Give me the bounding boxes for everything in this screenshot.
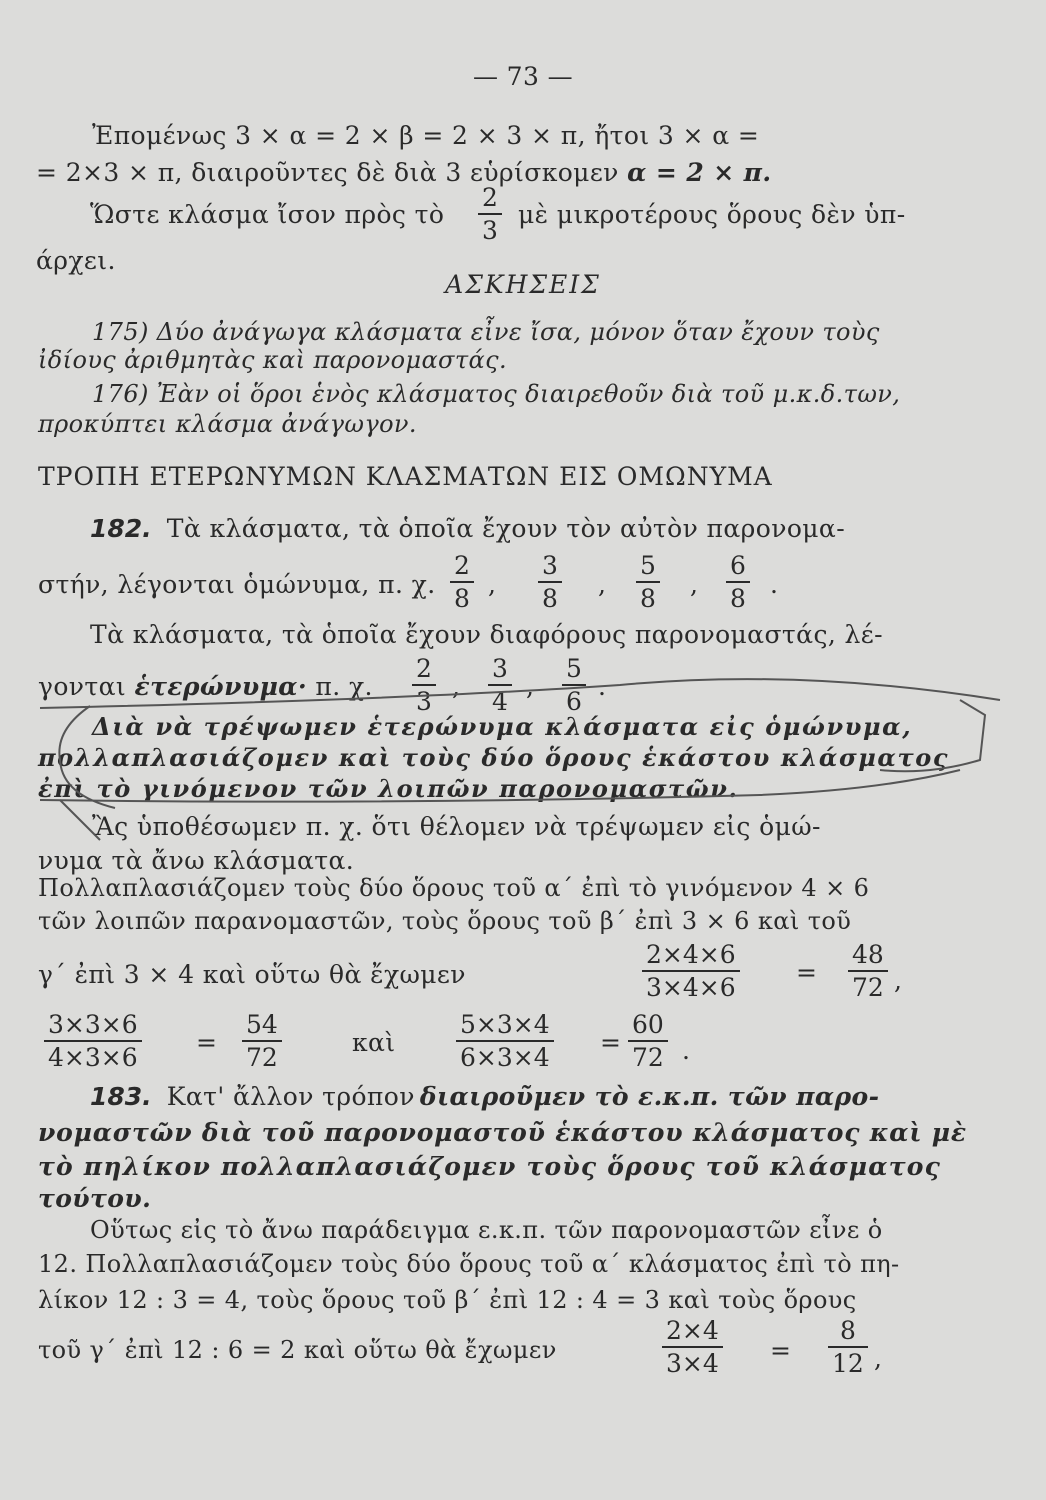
paragraph-183-line-4: τούτου. <box>38 1184 152 1213</box>
heteronym-fraction-3: $\frac{5}{6}$ <box>562 656 586 714</box>
section-title: ΤΡΟΠΗ ΕΤΕΡΩΝΥΜΩΝ ΚΛΑΣΜΑΤΩΝ ΕΙΣ ΟΜΩΝΥΜΑ <box>38 462 773 491</box>
calc-3-result: $\frac{60}{72}$ <box>628 1012 668 1070</box>
paragraph-183-number: 183. <box>90 1082 152 1111</box>
heteronym-fraction-1: $\frac{2}{3}$ <box>412 656 436 714</box>
homonym-fraction-3: $\frac{5}{8}$ <box>636 553 660 611</box>
final-fraction: $\frac{2\times 4}{3\times 4}$ <box>662 1318 723 1376</box>
exercise-176-line-2: προκύπτει κλάσμα ἀνάγωγον. <box>38 410 417 438</box>
homonym-fraction-2: $\frac{3}{8}$ <box>538 553 562 611</box>
example-line-2: νυμα τὰ ἄνω κλάσματα. <box>38 846 355 875</box>
heteronym-fraction-2: $\frac{3}{4}$ <box>488 656 512 714</box>
paragraph-183-line-2: νομαστῶν διὰ τοῦ παρονομαστοῦ ἑκάστου κλάσματος καὶ μὲ <box>38 1118 967 1147</box>
calc-2-result: $\frac{54}{72}$ <box>242 1012 282 1070</box>
calc-2-fraction: $\frac{3\times 3\times 6}{4\times 3\times 6}$ <box>44 1012 142 1070</box>
calc-1-result: $\frac{48}{72}$ <box>848 942 888 1000</box>
pencil-underline-top <box>40 679 1000 708</box>
example-line-3: Πολλαπλασιάζομεν τοὺς δύο ὅρους τοῦ α΄ ἐπὶ τὸ γινόμενον 4 × 6 <box>38 874 870 902</box>
exercises-title: ΑΣΚΗΣΕΙΣ <box>445 270 601 299</box>
page-number: — 73 — <box>472 62 574 91</box>
paragraph-183-line-7: λίκον 12 : 3 = 4, τοὺς ὅρους τοῦ β΄ ἐπὶ 12 : 4 = 3 καὶ τοὺς ὅρους <box>38 1286 857 1314</box>
paragraph-183-line-6: 12. Πολλαπλασιάζομεν τοὺς δύο ὅρους τοῦ α΄ κλάσματος ἐπὶ τὸ πη- <box>38 1250 900 1278</box>
intro-line-3b: μὲ μικροτέρους ὅρους δὲν ὑπ- <box>518 200 906 229</box>
intro-line-3a: Ὥστε κλάσμα ἴσον πρὸς τὸ <box>90 200 445 229</box>
example-line-5: γ΄ ἐπὶ 3 × 4 καὶ οὕτω θὰ ἔχωμεν <box>38 960 466 989</box>
calc-1-fraction: $\frac{2\times 4\times 6}{3\times 4\times 6}$ <box>642 942 740 1000</box>
pencil-bracket-right <box>880 700 985 771</box>
intro-line-2: = 2×3 × π, διαιροῦντες δὲ διὰ 3 εὑρίσκομεν α = 2 × π. <box>36 158 772 187</box>
homonym-fraction-1: $\frac{2}{8}$ <box>450 553 474 611</box>
rule-line-2: πολλαπλασιάζομεν καὶ τοὺς δύο ὅρους ἑκάστου κλάσματος <box>38 743 950 772</box>
and-word: καὶ <box>352 1028 396 1057</box>
exercise-175-line-2: ἰδίους ἀριθμητὰς καὶ παρονομαστάς. <box>38 346 507 374</box>
paragraph-182-line-1: 182. Τὰ κλάσματα, τὰ ὁποῖα ἔχουν τὸν αὐτὸν παρονομα- <box>90 514 846 543</box>
rule-line-3: ἐπὶ τὸ γινόμενον τῶν λοιπῶν παρονομαστῶν. <box>38 774 739 803</box>
pencil-bracket-left <box>59 706 115 808</box>
pencil-underline-bottom <box>40 770 960 802</box>
paragraph-183-line-8: τοῦ γ΄ ἐπὶ 12 : 6 = 2 καὶ οὕτω θὰ ἔχωμεν <box>38 1336 557 1364</box>
paragraph-183-line-3: τὸ πηλίκον πολλαπλασιάζομεν τοὺς ὅρους τοῦ κλάσματος <box>38 1152 942 1181</box>
example-line-4: τῶν λοιπῶν παρανομαστῶν, τοὺς ὅρους τοῦ β΄ ἐπὶ 3 × 6 καὶ τοῦ <box>38 907 852 935</box>
intro-fraction: $\frac{2}{3}$ <box>478 185 502 243</box>
intro-line-4: άρχει. <box>36 246 116 275</box>
exercise-176-line-1: 176) Ἐὰν οἱ ὅροι ἑνὸς κλάσματος διαιρεθοῦν διὰ τοῦ μ.κ.δ.των, <box>92 380 901 408</box>
final-result: $\frac{8}{12}$ <box>828 1318 868 1376</box>
book-page: — 73 — Ἐπομένως 3 × α = 2 × β = 2 × 3 × π, ἤτοι 3 × α = = 2×3 × π, διαιροῦντες δὲ διὰ 3 εὑρίσκομεν α = 2 × π. Ὥστε κλάσμα ἴσον πρὸς τὸ $\frac{2}{3}$ μὲ μικροτέρους ὅρους δὲν ὑπ- άρχει. ΑΣΚΗΣΕΙΣ 175) Δύο ἀνάγωγα κλάσματα εἶνε ἴσα, μόνον ὅταν ἔχουν τοὺς ἰδίους ἀριθμητὰς καὶ παρονομαστάς. 176) Ἐὰν οἱ ὅροι ἑνὸς κλάσματος διαιρεθοῦν διὰ τοῦ μ.κ.δ.των, προκύπτει κλάσμα ἀνάγωγον. ΤΡΟΠΗ ΕΤΕΡΩΝΥΜΩΝ ΚΛΑΣΜΑΤΩΝ ΕΙΣ ΟΜΩΝΥΜΑ 182. Τὰ κλάσματα, τὰ ὁποῖα ἔχουν τὸν αὐτὸν παρονομα- στήν, λέγονται ὁμώνυμα, π. χ. $\frac{2}{8}$ , $\frac{3}{8}$ , $\frac{5}{8}$ , $\frac{6}{8}$ . Τὰ κλάσματα, τὰ ὁποῖα ἔχουν διαφόρους παρονομαστάς, λέ- γονται ἑτερώνυμα· π. χ. $\frac{2}{3}$ , $\frac{3}{4}$ , $\frac{5}{6}$ . Διὰ νὰ τρέψωμεν ἑτερώνυμα κλάσματα εἰς ὁμώνυμα, πολλαπλασιάζομεν καὶ τοὺς δύο ὅρους ἑκάστου κλάσματος ἐπὶ τὸ γινόμενον τῶν λοιπῶν παρονομαστῶν. Ἂς ὑποθέσωμεν π. χ. ὅτι θέλομεν νὰ τρέψωμεν εἰς ὁμώ- νυμα τὰ ἄνω κλάσματα. Πολλαπλασιάζομεν τοὺς δύο ὅρους τοῦ α΄ ἐπὶ τὸ γινόμενον 4 × 6 τῶν λοιπῶν παρανομαστῶν, τοὺς ὅρους τοῦ β΄ ἐπὶ 3 × 6 καὶ τοῦ γ΄ ἐπὶ 3 × 4 καὶ οὕτω θὰ ἔχωμεν $\frac{2\times 4\times 6}{3\times 4\times 6}$ = $\frac{48}{72}$ , $\frac{3\times 3\times 6}{4\times 3\times 6}$ = $\frac{54}{72}$ καὶ $\frac{5\times 3\times 4}{6\times 3\times 4}$ = $\frac{60}{72}$ . 183. Κατ' ἄλλον τρόπον διαιροῦμεν τὸ ε.κ.π. τῶν παρο- νομαστῶν διὰ τοῦ παρονομαστοῦ ἑκάστου κλάσματος καὶ μὲ τὸ πηλίκον πολλαπλασιάζομεν τοὺς ὅρους τοῦ κλάσματος τούτου. Οὕτως εἰς τὸ ἄνω παράδειγμα ε.κ.π. τῶν παρονομαστῶν εἶνε ὁ 12. Πολλαπλασιάζομεν τοὺς δύο ὅρους τοῦ α΄ κλάσματος ἐπὶ τὸ πη- λίκον 12 : 3 = 4, τοὺς ὅρους τοῦ β΄ ἐπὶ 12 : 4 = 3 καὶ τοὺς ὅρους τοῦ γ΄ ἐπὶ 12 : 6 = 2 καὶ οὕτω θὰ ἔχωμεν $\frac{2\times 4}{3\times 4}$ = $\frac{8}{12}$ , <box>0 0 1046 1500</box>
calc-3-fraction: $\frac{5\times 3\times 4}{6\times 3\times 4}$ <box>456 1012 554 1070</box>
intro-line-1: Ἐπομένως 3 × α = 2 × β = 2 × 3 × π, ἤτοι 3 × α = <box>92 121 760 150</box>
paragraph-183-line-1: 183. Κατ' ἄλλον τρόπον διαιροῦμεν τὸ ε.κ.π. τῶν παρο- <box>90 1082 880 1111</box>
rule-line-1: Διὰ νὰ τρέψωμεν ἑτερώνυμα κλάσματα εἰς ὁμώνυμα, <box>92 712 913 741</box>
example-line-1: Ἂς ὑποθέσωμεν π. χ. ὅτι θέλομεν νὰ τρέψωμεν εἰς ὁμώ- <box>92 812 821 841</box>
paragraph-182-line-3: Τὰ κλάσματα, τὰ ὁποῖα ἔχουν διαφόρους παρονομαστάς, λέ- <box>90 620 883 649</box>
paragraph-182-line-2: στήν, λέγονται ὁμώνυμα, π. χ. <box>38 570 436 599</box>
homonym-fraction-4: $\frac{6}{8}$ <box>726 553 750 611</box>
paragraph-182-number: 182. <box>90 514 152 543</box>
exercise-175-line-1: 175) Δύο ἀνάγωγα κλάσματα εἶνε ἴσα, μόνον ὅταν ἔχουν τοὺς <box>92 318 880 346</box>
paragraph-182-line-4: γονται ἑτερώνυμα· π. χ. <box>38 672 373 701</box>
paragraph-183-line-5: Οὕτως εἰς τὸ ἄνω παράδειγμα ε.κ.π. τῶν παρονομαστῶν εἶνε ὁ <box>90 1216 883 1244</box>
